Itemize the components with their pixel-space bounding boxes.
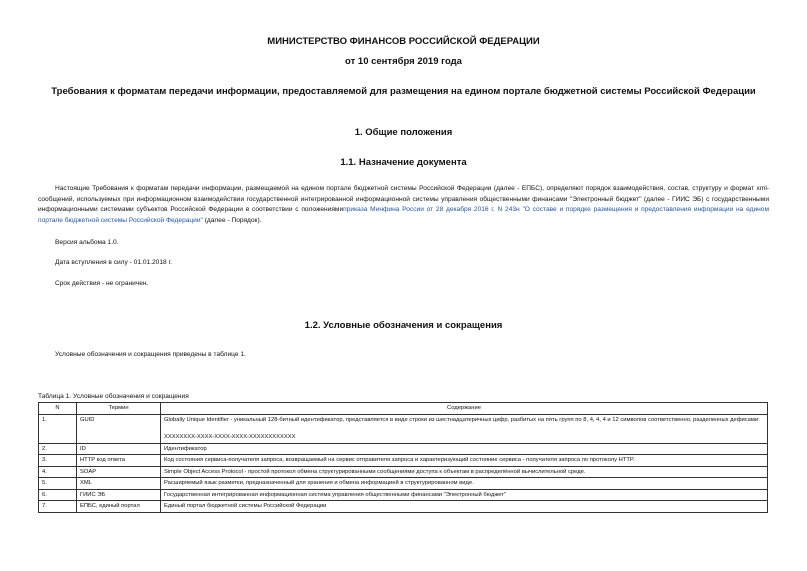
header-n: N bbox=[39, 403, 77, 415]
header-term: Термин bbox=[77, 403, 161, 415]
row-content bbox=[161, 414, 768, 443]
row-term: GUID bbox=[77, 414, 161, 443]
paragraph-tail: (далее - Порядок). bbox=[202, 216, 262, 224]
table-caption: Таблица 1. Условные обозначения и сокращения bbox=[38, 393, 189, 400]
table-row bbox=[39, 489, 768, 501]
table-row bbox=[39, 414, 768, 443]
table-row bbox=[39, 443, 768, 455]
row-number: 2. bbox=[39, 443, 77, 455]
row-content: Единый портал бюджетной системы Российской Федерации bbox=[161, 501, 768, 513]
subsection-heading-abbreviations: 1.2. Условные обозначения и сокращения bbox=[304, 320, 503, 331]
row-number: 4. bbox=[39, 466, 77, 478]
row-term: ГИИС ЭБ bbox=[77, 489, 161, 501]
purpose-paragraph bbox=[38, 184, 769, 226]
document-date: от 10 сентября 2019 года bbox=[345, 56, 462, 67]
paragraph-text: Настоящие Требования к форматам передачи информации, размещаемой на едином портале бюджетной системы Российской Федерации (далее - ЕПБС), определяют порядок взаимодействия, состав, структуру и формат xml-сообщений, используемых при информационном взаимодействии государственной интегрированной информационной системы управления общественными финансами "Электронный бюджет" (далее - ГИИС ЭБ) с государственными информационными системами субъектов Российской Федерации в соответствии с положениями bbox=[38, 185, 769, 213]
row-content: Государственная интегрированная информационная система управления общественными финансами "Электронный бюджет" bbox=[161, 489, 768, 501]
effective-date-line: Дата вступления в силу - 01.01.2018 г. bbox=[55, 259, 172, 266]
row-term: ID bbox=[77, 443, 161, 455]
row-number: 5. bbox=[39, 478, 77, 490]
row-term: HTTP код ответа bbox=[77, 455, 161, 467]
table-header-row bbox=[39, 403, 768, 415]
row-number: 1. bbox=[39, 414, 77, 443]
row-term: SOAP bbox=[77, 466, 161, 478]
abbreviations-intro: Условные обозначения и сокращения приведены в таблице 1. bbox=[55, 351, 246, 358]
table-row bbox=[39, 478, 768, 490]
row-number: 3. bbox=[39, 455, 77, 467]
row-number: 6. bbox=[39, 489, 77, 501]
order-link[interactable]: приказа Минфина России от 28 декабря 2016 г. N 243н "О составе и порядке размещения и предоставления информации на едином портале бюджетной системы Российской Федерации" bbox=[38, 206, 769, 224]
row-number: 7. bbox=[39, 501, 77, 513]
table-row bbox=[39, 501, 768, 513]
ministry-heading: МИНИСТЕРСТВО ФИНАНСОВ РОССИЙСКОЙ ФЕДЕРАЦИИ bbox=[267, 36, 540, 47]
table-row bbox=[39, 455, 768, 467]
abbreviations-table bbox=[38, 402, 768, 513]
row-content: Расширяемый язык разметки, предназначенный для хранения и обмена информацией в структурированном виде. bbox=[161, 478, 768, 490]
row-content-text: Globally Unique Identifier - уникальный 128-битный идентификатор, представляется в виде строки из шестнадцатеричных цифр, разбитых на пять групп по 8, 4, 4, 4 и 12 символов соответственно, разделенных дефисами: bbox=[164, 416, 760, 423]
row-content: Код состояния сервиса-получателя запроса, возвращаемый на сервис отправителя запроса и характеризующий состояние сервиса - получателя запроса по протоколу HTTP. bbox=[161, 455, 768, 467]
guid-format: XXXXXXXX-XXXX-XXXX-XXXX-XXXXXXXXXXXX bbox=[164, 434, 296, 440]
table-row bbox=[39, 466, 768, 478]
version-line: Версия альбома 1.0. bbox=[55, 239, 119, 246]
section-heading-general: 1. Общие положения bbox=[354, 127, 453, 138]
row-content: Идентификатор bbox=[161, 443, 768, 455]
validity-line: Срок действия - не ограничен. bbox=[55, 280, 149, 287]
row-term: ЕПБС, единый портал bbox=[77, 501, 161, 513]
document-title: Требования к форматам передачи информации, предоставляемой для размещения на едином портале бюджетной системы Российской Федерации bbox=[51, 86, 756, 97]
row-term: XML bbox=[77, 478, 161, 490]
row-content: Simple Object Access Protocol - простой протокол обмена структурированными сообщениями доступа к объектам в распределённой вычислительной среде. bbox=[161, 466, 768, 478]
header-content: Содержание bbox=[161, 403, 768, 415]
subsection-heading-purpose: 1.1. Назначение документа bbox=[340, 157, 467, 168]
